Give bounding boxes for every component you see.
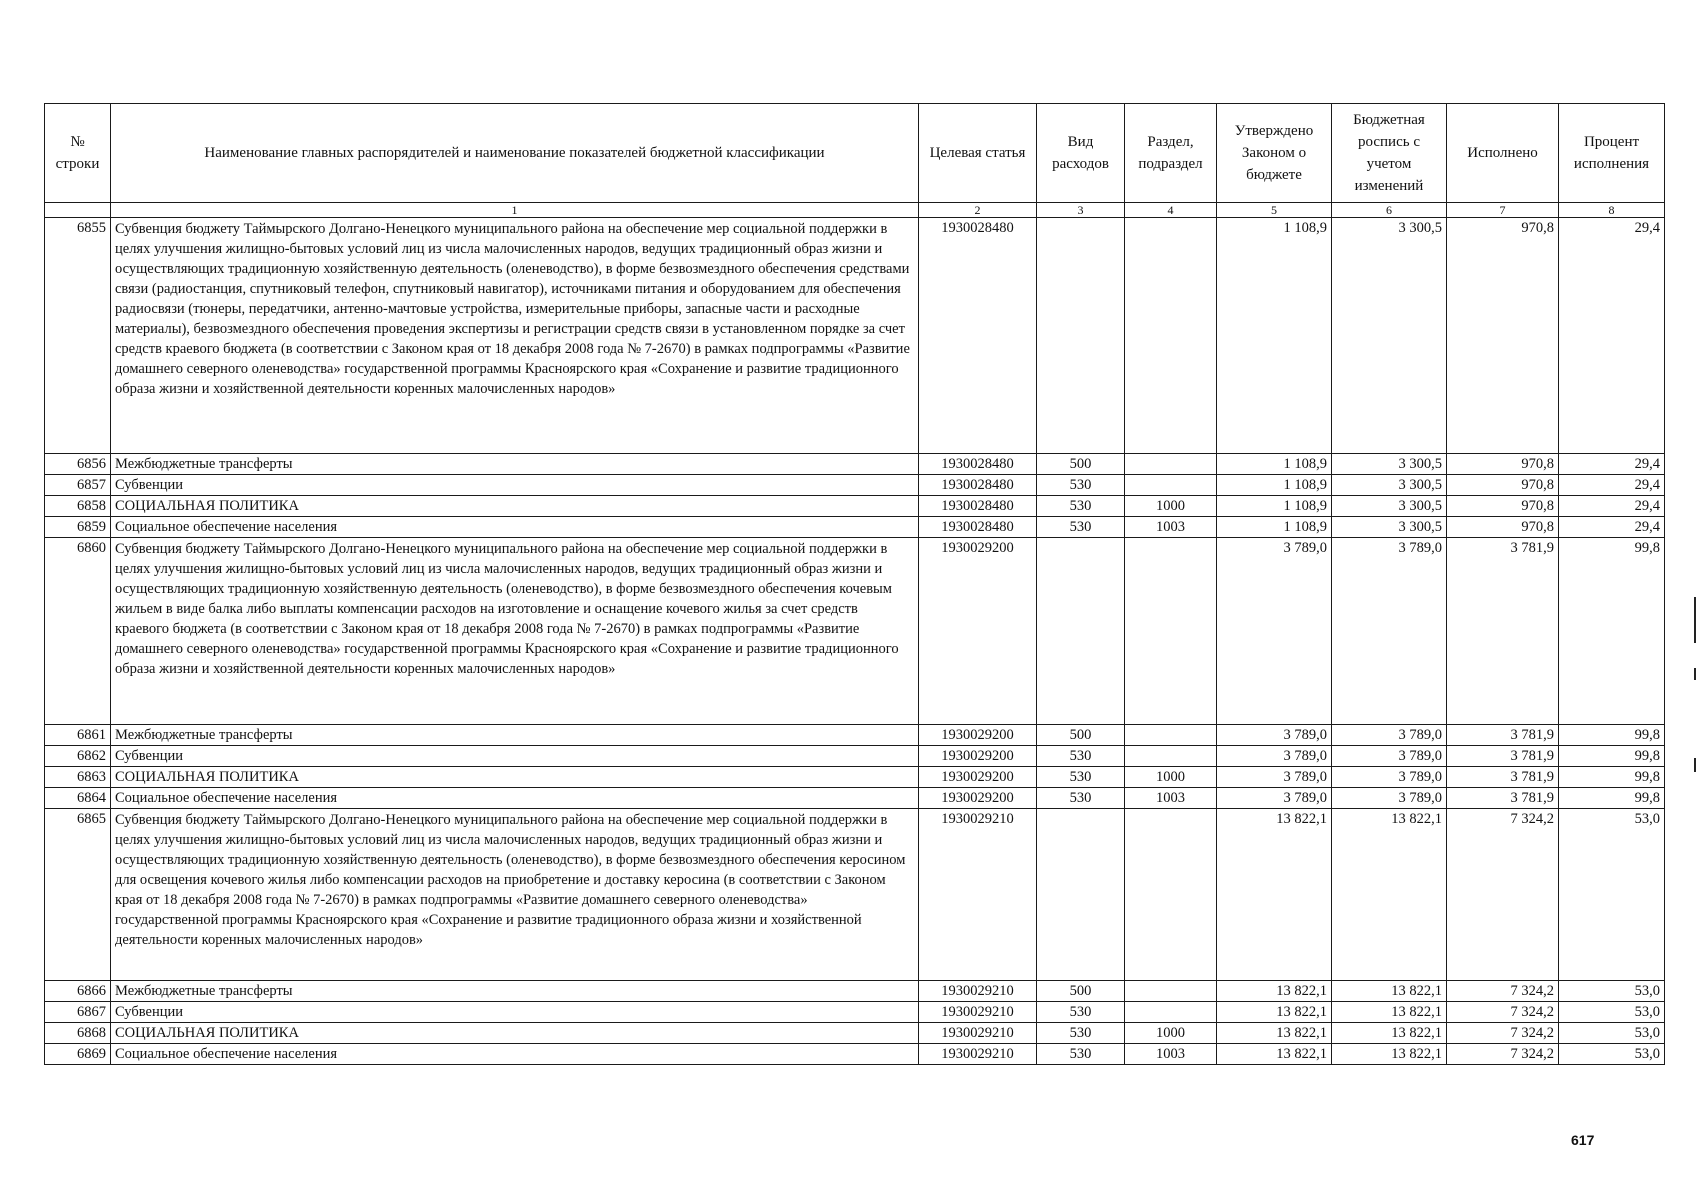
name-cell: Межбюджетные трансферты [111,725,919,746]
percent-cell: 29,4 [1559,454,1665,475]
section-cell: 1000 [1125,1023,1217,1044]
budget-list-cell: 3 300,5 [1332,496,1447,517]
target-article-cell: 1930029210 [919,809,1037,981]
table-row [45,475,1665,496]
row-number-cell: 6861 [45,725,111,746]
column-number: 3 [1037,203,1125,218]
budget-list-cell: 13 822,1 [1332,1023,1447,1044]
target-article-cell: 1930029200 [919,725,1037,746]
row-number-cell: 6868 [45,1023,111,1044]
table-row [45,496,1665,517]
budget-list-cell: 13 822,1 [1332,981,1447,1002]
executed-cell: 970,8 [1447,454,1559,475]
row-number-cell: 6865 [45,809,111,981]
column-number: 1 [111,203,919,218]
row-number-cell: 6869 [45,1044,111,1065]
section-cell [1125,725,1217,746]
target-article-cell: 1930028480 [919,496,1037,517]
header-executed: Исполнено [1447,104,1559,203]
target-article-cell: 1930029200 [919,538,1037,725]
expense-type-cell [1037,538,1125,725]
section-cell: 1000 [1125,496,1217,517]
approved-cell: 13 822,1 [1217,1023,1332,1044]
table-body [45,203,1665,1065]
expense-type-cell: 500 [1037,454,1125,475]
budget-list-cell: 3 300,5 [1332,218,1447,454]
table-row [45,1023,1665,1044]
approved-cell: 13 822,1 [1217,981,1332,1002]
name-cell: Субвенция бюджету Таймырского Долгано-Ненецкого муниципального района на обеспечение мер социальной поддержки в целях улучшения жилищно-бытовых условий лиц из числа малочисленных народов, ведущих традиционный образ жизни и осуществляющих традиционную хозяйственную деятельность (оленеводство), в форме безвозмездного обеспечения керосином для освещения кочевого жилья либо компенсации расходов на приобретение и доставку керосина (в соответствии с Законом края от 18 декабря 2008 года № 7-2670) в рамках подпрограммы «Развитие домашнего северного оленеводства» государственной программы Красноярского края «Сохранение и развитие традиционного образа жизни и хозяйственной деятельности коренных малочисленных народов» [111,809,919,981]
section-cell [1125,809,1217,981]
executed-cell: 3 781,9 [1447,788,1559,809]
name-cell: Социальное обеспечение населения [111,788,919,809]
expense-type-cell: 530 [1037,1044,1125,1065]
header-budget-list: Бюджетная роспись с учетом изменений [1332,104,1447,203]
budget-list-cell: 13 822,1 [1332,1002,1447,1023]
row-number-cell: 6857 [45,475,111,496]
name-cell: Субвенции [111,746,919,767]
name-cell: Субвенция бюджету Таймырского Долгано-Ненецкого муниципального района на обеспечение мер социальной поддержки в целях улучшения жилищно-бытовых условий лиц из числа малочисленных народов, ведущих традиционный образ жизни и осуществляющих традиционную хозяйственную деятельность (оленеводство), в форме безвозмездного обеспечения кочевым жильем в виде балка либо выплаты компенсации расходов на изготовление и оснащение кочевого жилья за счет средств краевого бюджета (в соответствии с Законом края от 18 декабря 2008 года № 7-2670) в рамках подпрограммы «Развитие домашнего северного оленеводства» государственной программы Красноярского края «Сохранение и развитие традиционного образа жизни и хозяйственной деятельности коренных малочисленных народов» [111,538,919,725]
target-article-cell: 1930029200 [919,767,1037,788]
expense-type-cell: 530 [1037,746,1125,767]
budget-list-cell: 13 822,1 [1332,1044,1447,1065]
table-row [45,1044,1665,1065]
section-cell [1125,1002,1217,1023]
row-number-cell: 6864 [45,788,111,809]
budget-list-cell: 3 300,5 [1332,454,1447,475]
header-expense-type: Вид расходов [1037,104,1125,203]
expense-type-cell: 530 [1037,788,1125,809]
executed-cell: 970,8 [1447,496,1559,517]
section-cell: 1003 [1125,788,1217,809]
column-number: 5 [1217,203,1332,218]
approved-cell: 1 108,9 [1217,218,1332,454]
column-number-row [45,203,1665,218]
approved-cell: 1 108,9 [1217,454,1332,475]
table-row [45,809,1665,981]
percent-cell: 53,0 [1559,981,1665,1002]
expense-type-cell: 530 [1037,475,1125,496]
percent-cell: 99,8 [1559,538,1665,725]
approved-cell: 3 789,0 [1217,788,1332,809]
expense-type-cell: 530 [1037,496,1125,517]
expense-type-cell: 530 [1037,1002,1125,1023]
section-cell: 1003 [1125,1044,1217,1065]
target-article-cell: 1930028480 [919,517,1037,538]
header-row [45,104,1665,203]
budget-list-cell: 3 789,0 [1332,725,1447,746]
page-number: 617 [1571,1132,1595,1148]
header-approved: Утверждено Законом о бюджете [1217,104,1332,203]
percent-cell: 53,0 [1559,1023,1665,1044]
name-cell: Субвенции [111,475,919,496]
percent-cell: 53,0 [1559,809,1665,981]
budget-table [44,103,1665,1065]
edge-mark [1694,758,1696,772]
header-row-no: № строки [45,104,111,203]
budget-list-cell: 3 300,5 [1332,517,1447,538]
header-name: Наименование главных распорядителей и наименование показателей бюджетной классификации [111,104,919,203]
percent-cell: 99,8 [1559,788,1665,809]
executed-cell: 7 324,2 [1447,809,1559,981]
target-article-cell: 1930029200 [919,788,1037,809]
percent-cell: 29,4 [1559,496,1665,517]
percent-cell: 29,4 [1559,517,1665,538]
row-number-cell: 6860 [45,538,111,725]
table-row [45,788,1665,809]
target-article-cell: 1930029200 [919,746,1037,767]
name-cell: СОЦИАЛЬНАЯ ПОЛИТИКА [111,1023,919,1044]
name-cell: Межбюджетные трансферты [111,454,919,475]
expense-type-cell: 530 [1037,1023,1125,1044]
row-number-cell: 6866 [45,981,111,1002]
table-row [45,767,1665,788]
row-number-cell: 6862 [45,746,111,767]
target-article-cell: 1930028480 [919,454,1037,475]
executed-cell: 970,8 [1447,517,1559,538]
name-cell: Социальное обеспечение населения [111,1044,919,1065]
executed-cell: 7 324,2 [1447,1023,1559,1044]
approved-cell: 13 822,1 [1217,809,1332,981]
table-row [45,218,1665,454]
executed-cell: 7 324,2 [1447,981,1559,1002]
table-row [45,538,1665,725]
executed-cell: 3 781,9 [1447,725,1559,746]
header-percent: Процент исполнения [1559,104,1665,203]
row-number-cell: 6863 [45,767,111,788]
name-cell: Социальное обеспечение населения [111,517,919,538]
section-cell: 1003 [1125,517,1217,538]
target-article-cell: 1930028480 [919,218,1037,454]
budget-list-cell: 3 789,0 [1332,746,1447,767]
section-cell [1125,454,1217,475]
percent-cell: 99,8 [1559,746,1665,767]
name-cell: СОЦИАЛЬНАЯ ПОЛИТИКА [111,767,919,788]
executed-cell: 3 781,9 [1447,767,1559,788]
budget-list-cell: 3 789,0 [1332,788,1447,809]
percent-cell: 29,4 [1559,475,1665,496]
section-cell [1125,475,1217,496]
row-number-cell: 6858 [45,496,111,517]
table-row [45,725,1665,746]
row-number-cell: 6855 [45,218,111,454]
executed-cell: 970,8 [1447,475,1559,496]
name-cell: Субвенции [111,1002,919,1023]
column-number: 6 [1332,203,1447,218]
table-row [45,517,1665,538]
edge-mark [1694,668,1696,680]
executed-cell: 3 781,9 [1447,746,1559,767]
column-number: 8 [1559,203,1665,218]
executed-cell: 970,8 [1447,218,1559,454]
percent-cell: 53,0 [1559,1002,1665,1023]
approved-cell: 1 108,9 [1217,517,1332,538]
target-article-cell: 1930029210 [919,981,1037,1002]
column-number: 2 [919,203,1037,218]
executed-cell: 7 324,2 [1447,1002,1559,1023]
section-cell [1125,746,1217,767]
target-article-cell: 1930028480 [919,475,1037,496]
percent-cell: 53,0 [1559,1044,1665,1065]
approved-cell: 3 789,0 [1217,725,1332,746]
table-row [45,1002,1665,1023]
table-row [45,746,1665,767]
section-cell [1125,538,1217,725]
approved-cell: 3 789,0 [1217,767,1332,788]
approved-cell: 3 789,0 [1217,538,1332,725]
section-cell [1125,218,1217,454]
approved-cell: 13 822,1 [1217,1002,1332,1023]
target-article-cell: 1930029210 [919,1044,1037,1065]
percent-cell: 99,8 [1559,767,1665,788]
budget-sheet [44,103,1665,1065]
expense-type-cell [1037,218,1125,454]
budget-list-cell: 3 789,0 [1332,538,1447,725]
row-number-cell: 6867 [45,1002,111,1023]
header-section: Раздел, подраздел [1125,104,1217,203]
column-number-blank [45,203,111,218]
expense-type-cell: 500 [1037,981,1125,1002]
approved-cell: 3 789,0 [1217,746,1332,767]
row-number-cell: 6859 [45,517,111,538]
name-cell: Межбюджетные трансферты [111,981,919,1002]
approved-cell: 1 108,9 [1217,496,1332,517]
expense-type-cell [1037,809,1125,981]
budget-list-cell: 13 822,1 [1332,809,1447,981]
name-cell: Субвенция бюджету Таймырского Долгано-Ненецкого муниципального района на обеспечение мер социальной поддержки в целях улучшения жилищно-бытовых условий лиц из числа малочисленных народов, ведущих традиционный образ жизни и осуществляющих традиционную хозяйственную деятельность (оленеводство), в форме безвозмездного обеспечения средствами связи (радиостанция, спутниковый телефон, спутниковый навигатор), источниками питания и оборудованием для обеспечения радиосвязи (тюнеры, передатчики, антенно-мачтовые устройства, измерительные приборы, запасные части и расходные материалы), безвозмездного обеспечения проведения экспертизы и регистрации средств связи в установленном порядке за счет средств краевого бюджета (в соответствии с Законом края от 18 декабря 2008 года № 7-2670) в рамках подпрограммы «Развитие домашнего северного оленеводства» государственной программы Красноярского края «Сохранение и развитие традиционного образа жизни и хозяйственной деятельности коренных малочисленных народов» [111,218,919,454]
approved-cell: 13 822,1 [1217,1044,1332,1065]
target-article-cell: 1930029210 [919,1002,1037,1023]
target-article-cell: 1930029210 [919,1023,1037,1044]
section-cell: 1000 [1125,767,1217,788]
edge-mark [1694,597,1696,643]
name-cell: СОЦИАЛЬНАЯ ПОЛИТИКА [111,496,919,517]
header-target-article: Целевая статья [919,104,1037,203]
column-number: 7 [1447,203,1559,218]
column-number: 4 [1125,203,1217,218]
budget-list-cell: 3 789,0 [1332,767,1447,788]
budget-list-cell: 3 300,5 [1332,475,1447,496]
percent-cell: 99,8 [1559,725,1665,746]
expense-type-cell: 500 [1037,725,1125,746]
expense-type-cell: 530 [1037,767,1125,788]
table-row [45,981,1665,1002]
executed-cell: 3 781,9 [1447,538,1559,725]
expense-type-cell: 530 [1037,517,1125,538]
percent-cell: 29,4 [1559,218,1665,454]
approved-cell: 1 108,9 [1217,475,1332,496]
executed-cell: 7 324,2 [1447,1044,1559,1065]
row-number-cell: 6856 [45,454,111,475]
section-cell [1125,981,1217,1002]
table-row [45,454,1665,475]
